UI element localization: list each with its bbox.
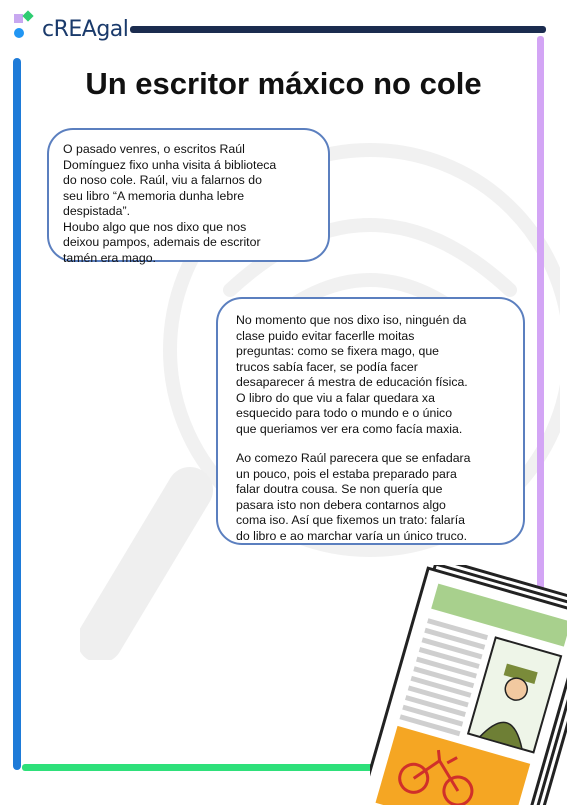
bubble-2-paragraph-2: Ao comezo Raúl parecera que se enfadara un pouco, pois el estaba preparado para falar doutra cousa. Se non quería que pasara isto non debera contarnos algo coma iso. Así que fixemos un trato: falaría do libro e ao marchar varía un único truco.: [236, 451, 471, 543]
logo-text: cREAgal: [42, 17, 129, 42]
top-border-bar: [130, 26, 546, 33]
left-border-bar: [13, 58, 21, 770]
page-title: Un escritor máxico no cole: [85, 66, 482, 101]
bubble-1-paragraph-1: O pasado venres, o escritos Raúl Domínguez fixo unha visita á biblioteca do noso cole. Raúl, viu a falarnos do seu libro “A memoria dunha lebre despistada”. Houbo algo que nos dixo que nos deixou pampos, ademais de escritor tamén era mago.: [63, 142, 277, 265]
logo-blue-dot: [14, 28, 24, 38]
right-border-bar: [537, 36, 544, 596]
bubble-2-paragraph-1: No momento que nos dixo iso, ninguén da clase puido evitar facerlle moitas preguntas: como se fixera mago, que trucos sabía facer, se podía facer desaparecer á mestra de educación física. O libro do que viu a falar quedara xa esquecido para todo o mundo e o único que queriamos ver era como facía maxia.: [236, 313, 468, 436]
speech-bubble-1: [47, 128, 330, 265]
bottom-border-bar: [22, 764, 402, 771]
creagal-logo: [12, 14, 129, 44]
newspaper-icon: [370, 565, 567, 805]
logo-green-diamond: [22, 10, 33, 21]
speech-bubble-2: [216, 297, 525, 545]
